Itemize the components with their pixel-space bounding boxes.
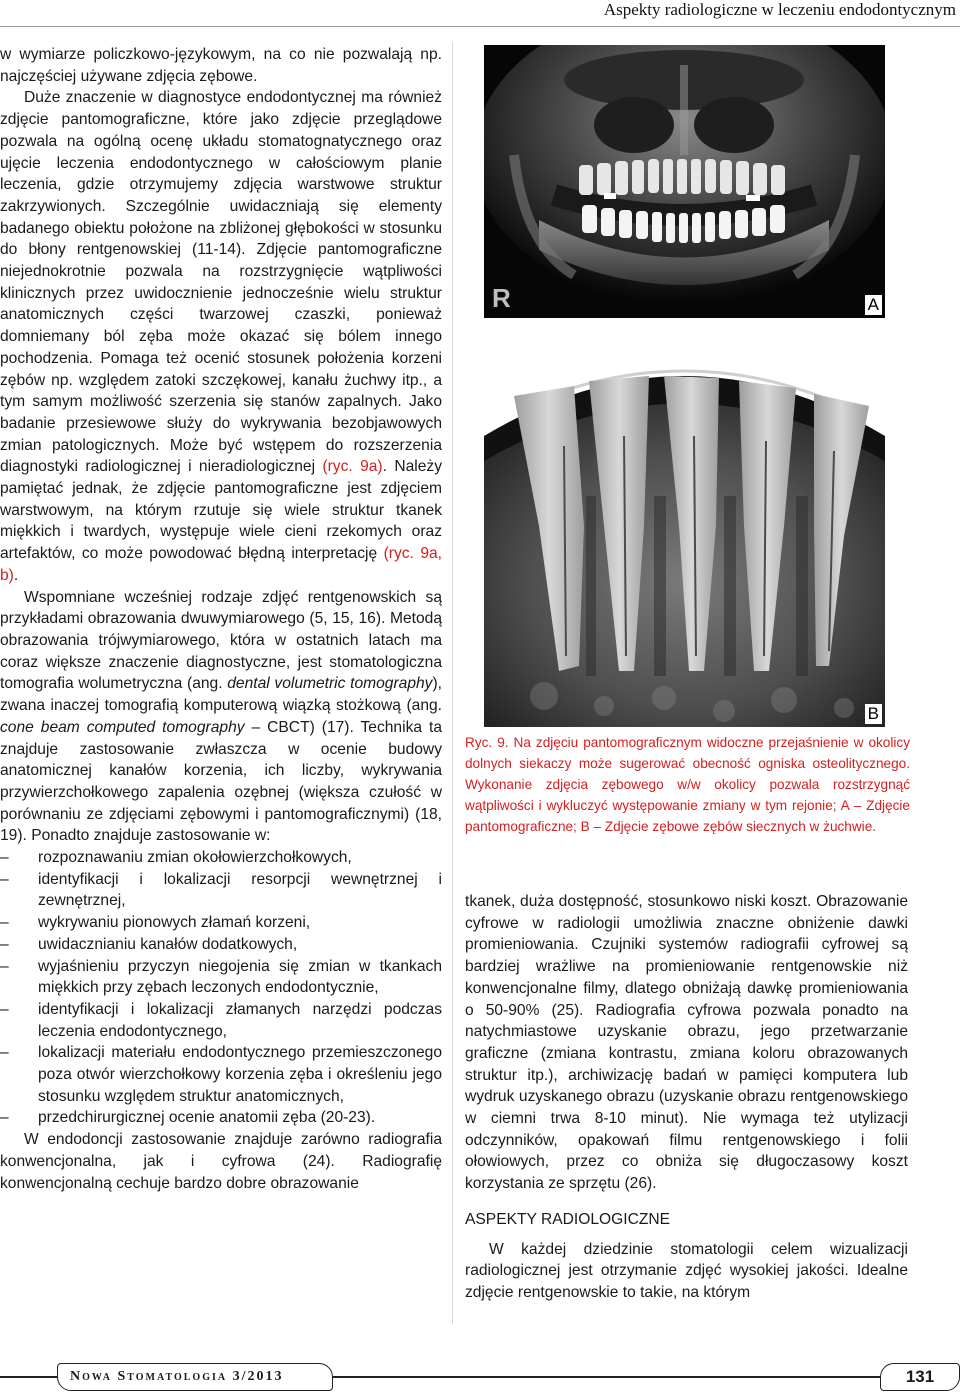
panoramic-xray-image — [484, 45, 885, 318]
left-column — [0, 44, 442, 1194]
text-run: . — [13, 566, 19, 584]
paragraph: W każdej dziedzinie stomatologii celem wizualizacji radiologicznej jest otrzymanie zdjęć wysokiej jakości. Idealne zdjęcie rentgenowskie to takie, na którym — [465, 1240, 908, 1301]
journal-title-box — [57, 1363, 333, 1391]
paragraph — [0, 87, 442, 586]
paragraph: w wymiarze policzkowo-językowym, na co nie pozwalają np. najczęściej używane zdjęcia zębowe. — [0, 46, 442, 85]
text-run: ), zwana inaczej tomografią komputerową wiązką stożkową (ang. — [0, 675, 442, 715]
text-run: – CBCT) (17). Technika ta znajduje zastosowanie zwłaszcza w ocenie budowy anatomicznej kanałów korzenia, ich liczby, wykrywania przywierzchołkowego zapalenia ozębnej (większa czułość w porównaniu ze zdjęciami zębowymi i pantomograficznymi) (18, 19). Ponadto znajduje zastosowanie w: — [0, 718, 442, 845]
english-term: dental volumetric tomography — [227, 675, 433, 693]
panel-label-a: A — [865, 295, 882, 315]
figure-reference: (ryc. 9a, b) — [0, 545, 442, 584]
list-item: – uwidacznianiu kanałów dodatkowych, — [0, 934, 442, 956]
panel-label-b: B — [865, 704, 882, 724]
list-item: – identyfikacji i lokalizacji resorpcji wewnętrznej i zewnętrznej, — [0, 869, 442, 912]
text-run: Wspomniane wcześniej rodzaje zdjęć rentgenowskich są przykładami obrazowania dwuwymiarowego (5, 15, 16). Metodą obrazowania trójwymiarowego, która w ostatnich latach ma coraz większe znaczenie diagnostyczne, jest stomatologiczna tomografia wolumetryczna (ang. — [0, 588, 442, 693]
list-item: – rozpoznawaniu zmian okołowierzchołkowych, — [0, 847, 442, 869]
running-header: Aspekty radiologiczne w leczeniu endodontycznym — [603, 0, 956, 19]
page-number: 131 — [880, 1363, 960, 1391]
paragraph: tkanek, duża dostępność, stosunkowo niski koszt. Obrazowanie cyfrowe w radiologii umożliwia znaczne obniżenie dawki promieniowania. Czujniki systemów radiografii cyfrowej są bardziej wrażliwe na promieniowanie rentgenowskie niż konwencjonalne filmy, dlatego obniżają dawkę promieniowania o 50-90% (25). Radiografia cyfrowa pozwala ponadto na natychmiastowe uzyskanie obrazu, jego przetwarzanie graficzne (zmiana kontrastu, zmiana koloru obrazowanych struktur itp.), archiwizację badań w pamięci komputera lub wydruk uzyskanego obrazu (uzyskanie obrazu rentgenowskiego w ciemni trwa 8-10 minut). Nie wymaga też utylizacji odczynników, opakowań filmu rentgenowskiego i folii ołowiowych, przez co obniża się długoczasowy koszt korzystania ze sprzętu (26). — [465, 893, 908, 1193]
column-divider — [452, 42, 453, 1324]
journal-title: Nowa Stomatologia 3/2013 — [70, 1369, 284, 1384]
list-item: – przedchirurgicznej ocenie anatomii zęba (20-23). — [0, 1107, 442, 1129]
english-term: cone beam computed tomography — [0, 718, 245, 736]
periapical-xray-image — [484, 326, 885, 727]
list-item: – wyjaśnieniu przyczyn niegojenia się zmian w tkankach miękkich przy zębach leczonych endodontycznie, — [0, 956, 442, 999]
header-rule — [0, 26, 960, 27]
text-run: Duże znaczenie w diagnostyce endodontycznej ma również zdjęcie pantomograficzne, które jako zdjęcie przeglądowe pozwala na ogólną ocenę układu stomatognatycznego oraz ujęcie leczenia endodontycznego w całościowym planie leczenia, gdzie otrzymujemy zdjęcia warstwowe struktur zakrzywionych. Szczególnie uwidaczniają się elementy badanego obiektu położone na zbliżonej głębokości w stosunku do błony rentgenowskiej (11-14). Zdjęcie pantomograficzne niejednokrotnie pozwala na rozstrzygnięcie wątpliwości klinicznych przez uwidocznienie jednocześnie wielu struktur anatomicznych części twarzowej czaszki, ponieważ domniemany ból zęba może okazać się bólem innego pochodzenia. Pomaga też ocenić stosunek położenia korzeni zębów np. względem zatoki szczękowej, kanału żuchwy itp., a tym samym możliwość szerzenia się stanów zapalnych. Jako badanie przesiewowe służy do wykrywania bezobjawowych zmian patologicznych. Może być wstępem do rozszerzenia diagnostyki radiologicznej i nieradiologicznej — [0, 89, 442, 476]
application-list — [0, 847, 442, 1129]
text-run: . Należy pamiętać jednak, że zdjęcie pantomograficzne jest zdjęciem warstwowym, na którym rzutuje się wiele struktur tkanek miękkich i twardych, występuje wiele cieni rzekomych oraz artefaktów, co może powodować błędną interpretację — [0, 458, 442, 563]
side-marker-r: R — [492, 283, 511, 313]
figure-caption: Ryc. 9. Na zdjęciu pantomograficznym widoczne przejaśnienie w okolicy dolnych siekaczy może sugerować obecność ogniska osteolitycznego. Wykonanie zdjęcia zębowego w/w okolicy pozwala rozstrzygnąć wątpliwości i wykluczyć występowanie zmiany w tym rejonie; A – Zdjęcie pantomograficzne; B – Zdjęcie zębowe zębów siecznych w żuchwie. — [465, 735, 910, 834]
list-item: – lokalizacji materiału endodontycznego przemieszczonego poza otwór wierzchołkowy korzenia zęba i określeniu jego stosunku względem struktur anatomicznych, — [0, 1042, 442, 1107]
list-item: – identyfikacji i lokalizacji złamanych narzędzi podczas leczenia endodontycznego, — [0, 999, 442, 1042]
right-column — [465, 891, 908, 1304]
figure-reference: (ryc. 9a) — [322, 458, 383, 476]
section-heading: ASPEKTY RADIOLOGICZNE — [465, 1210, 671, 1228]
paragraph: W endodoncji zastosowanie znajduje zarówno radiografia konwencjonalna, jak i cyfrowa (24). Radiografię konwencjonalną cechuje bardzo dobre obrazowanie — [0, 1131, 442, 1192]
paragraph — [0, 587, 442, 847]
list-item: – wykrywaniu pionowych złamań korzeni, — [0, 912, 442, 934]
